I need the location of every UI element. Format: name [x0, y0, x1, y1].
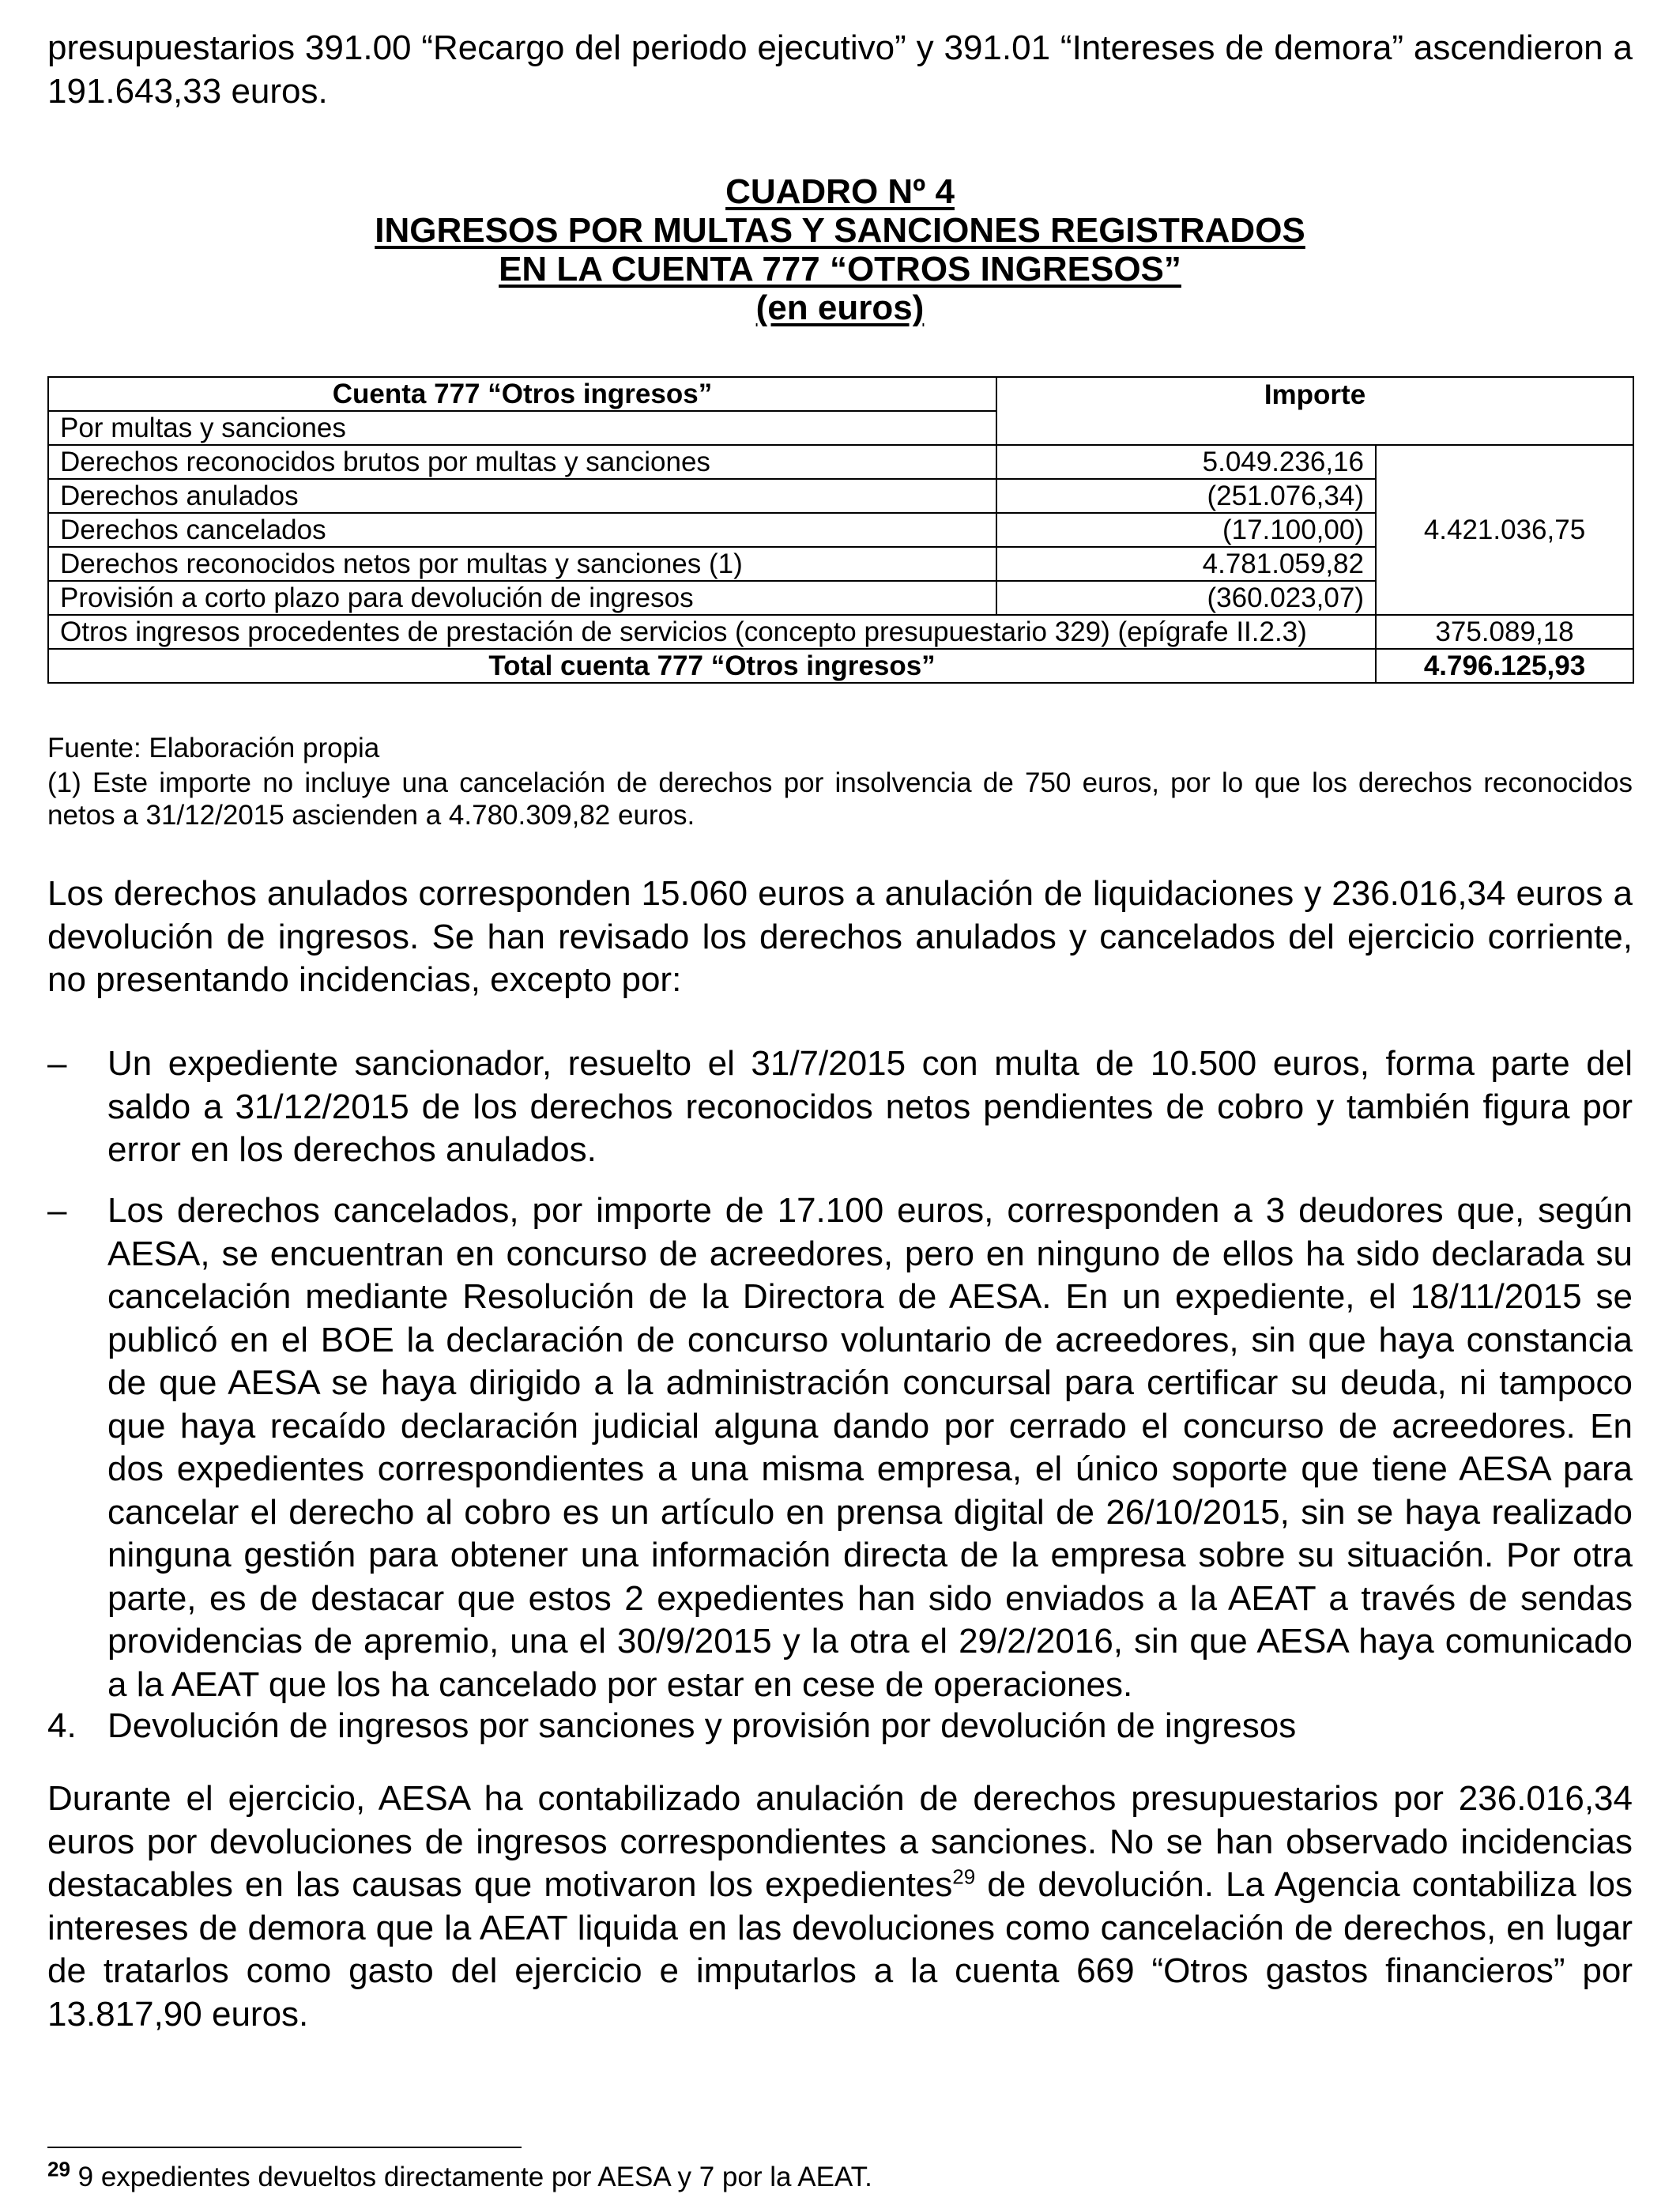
title-line-4: (en euros) — [755, 288, 925, 327]
paragraph-devoluciones: Durante el ejercicio, AESA ha contabilizado anulación de derechos presupuestarios por 236.016,34 euros por devoluciones de ingresos correspondientes a sanciones. No se han observado incidencias destacables en las causas que motivaron los expedientes$^{29}$ de devolución. La Agencia contabiliza los intereses de demora que la AEAT liquida en las devoluciones como cancelación de derechos, en lugar de tratarlos como gasto del ejercicio e imputarlos a la cuenta 669 “Otros gastos financieros” por 13.817,90 euros. — [47, 1779, 1633, 2034]
title-line-1: CUADRO Nº 4 — [725, 172, 955, 211]
row-label: Provisión a corto plazo para devolución de ingresos — [48, 581, 996, 615]
list-item — [47, 1042, 1633, 1172]
table-source: Fuente: Elaboración propia — [47, 733, 380, 763]
intro-paragraph: presupuestarios 391.00 “Recargo del periodo ejecutivo” y 391.01 “Intereses de demora” ascendieron a 191.643,33 euros. — [47, 28, 1633, 111]
total-value: 4.796.125,93 — [1376, 649, 1633, 683]
income-table — [47, 376, 1634, 684]
dash-bullet: – — [47, 1044, 67, 1083]
row-label: Derechos cancelados — [48, 513, 996, 547]
footnote — [47, 2157, 872, 2193]
row-value: (251.076,34) — [996, 479, 1376, 513]
section-label: Por multas y sanciones — [48, 411, 996, 445]
row-value: (17.100,00) — [996, 513, 1376, 547]
table-header-row — [48, 377, 1633, 411]
row-value: 5.049.236,16 — [996, 445, 1376, 479]
list-item — [47, 1189, 1633, 1706]
subtotal-value: 4.421.036,75 — [1376, 445, 1633, 615]
row-label: Derechos reconocidos brutos por multas y sanciones — [48, 445, 996, 479]
footnote-divider — [47, 2147, 522, 2148]
row-label: Derechos anulados — [48, 479, 996, 513]
numbered-heading — [47, 1705, 1633, 1748]
heading-text: Devolución de ingresos por sanciones y provisión por devolución de ingresos — [107, 1706, 1297, 1745]
header-account: Cuenta 777 “Otros ingresos” — [48, 377, 996, 411]
table-section-row — [48, 411, 1633, 445]
dash-bullet: – — [47, 1191, 67, 1230]
title-line-2: INGRESOS POR MULTAS Y SANCIONES REGISTRADOS — [375, 211, 1305, 250]
total-label: Total cuenta 777 “Otros ingresos” — [48, 649, 1376, 683]
footnote-text: 9 expedientes devueltos directamente por AESA y 7 por la AEAT. — [70, 2162, 872, 2192]
table-total-row — [48, 649, 1633, 683]
title-line-3: EN LA CUENTA 777 “OTROS INGRESOS” — [499, 250, 1181, 288]
row-label: Derechos reconocidos netos por multas y sanciones (1) — [48, 547, 996, 581]
other-income-value: 375.089,18 — [1376, 615, 1633, 649]
table-title — [47, 172, 1633, 327]
footnote-ref: 29 — [952, 1864, 976, 1889]
other-income-label: Otros ingresos procedentes de prestación de servicios (concepto presupuestario 329) (epígrafe II.2.3) — [48, 615, 1376, 649]
header-amount: Importe — [996, 377, 1633, 411]
footnote-number: 29 — [47, 2157, 70, 2181]
heading-number: 4. — [47, 1706, 77, 1745]
list-item-text: Un expediente sancionador, resuelto el 31/7/2015 con multa de 10.500 euros, forma parte del saldo a 31/12/2015 de los derechos reconocidos netos pendientes de cobro y también figura por error en los derechos anulados. — [107, 1044, 1633, 1169]
table-row-other — [48, 615, 1633, 649]
list-item-text: Los derechos cancelados, por importe de 17.100 euros, corresponden a 3 deudores que, según AESA, se encuentran en concurso de acreedores, pero en ninguno de ellos ha sido declarada su cancelación mediante Resolución de la Directora de AESA. En un expediente, el 18/11/2015 se publicó en el BOE la declaración de concurso voluntario de acreedores, sin que haya constancia de que AESA se haya dirigido a la administración concursal para certificar su deuda, ni tampoco que haya recaído declaración judicial alguna dando por cerrado el concurso de acreedores. En dos expedientes correspondientes a una misma empresa, el único soporte que tiene AESA para cancelar el derecho al cobro es un artículo en prensa digital de 26/10/2015, sin se haya realizado ninguna gestión para obtener una información directa de la empresa sobre su situación. Por otra parte, es de destacar que estos 2 expedientes han sido enviados a la AEAT a través de sendas providencias de apremio, una el 30/9/2015 y la otra el 29/2/2016, sin que AESA haya comunicado a la AEAT que los ha cancelado por estar en cese de operaciones. — [107, 1191, 1633, 1704]
table-footnote: (1) Este importe no incluye una cancelación de derechos por insolvencia de 750 euros, por lo que los derechos reconocidos netos a 31/12/2015 ascienden a 4.780.309,82 euros. — [47, 767, 1633, 831]
row-value: 4.781.059,82 — [996, 547, 1376, 581]
table-row — [48, 445, 1633, 479]
row-value: (360.023,07) — [996, 581, 1376, 615]
paragraph-anulados: Los derechos anulados corresponden 15.060 euros a anulación de liquidaciones y 236.016,34 euros a devolución de ingresos. Se han revisado los derechos anulados y cancelados del ejercicio corriente, no presentando incidencias, excepto por: — [47, 874, 1633, 999]
